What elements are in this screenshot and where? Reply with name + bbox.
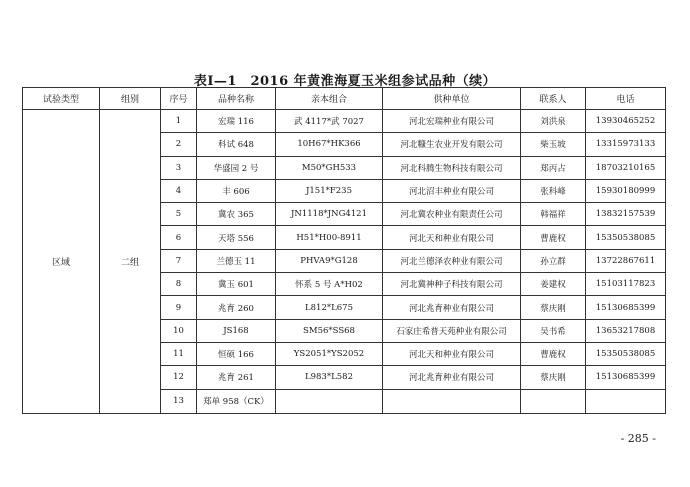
serial-no-cell: 5 <box>161 203 197 226</box>
variety-name-cell: 科试 648 <box>197 133 276 156</box>
page-number: - 285 - <box>620 432 656 445</box>
seed-supplier-cell: 河北兰德泽农种业有限公司 <box>383 249 521 272</box>
seed-supplier-cell: 河北糠生农业开发有限公司 <box>383 133 521 156</box>
phone-cell: 13930465252 <box>586 110 666 133</box>
header-serial-no: 序号 <box>161 88 197 110</box>
phone-cell: 15350538085 <box>586 342 666 365</box>
seed-supplier-cell <box>383 389 521 413</box>
seed-supplier-cell: 河北天和种业有限公司 <box>383 226 521 249</box>
contact-cell: 韩福祥 <box>521 203 586 226</box>
parent-combination-cell: PHVA9*G128 <box>276 249 383 272</box>
parent-combination-cell: L812*L675 <box>276 296 383 319</box>
seed-supplier-cell: 河北天和种业有限公司 <box>383 342 521 365</box>
variety-name-cell: 冀玉 601 <box>197 273 276 296</box>
phone-cell <box>586 389 666 413</box>
serial-no-cell: 2 <box>161 133 197 156</box>
parent-combination-cell: JN1118*JNG4121 <box>276 203 383 226</box>
serial-no-cell: 6 <box>161 226 197 249</box>
parent-combination-cell: M50*GH533 <box>276 156 383 179</box>
header-test-type: 试验类型 <box>23 88 100 110</box>
phone-cell: 15930180999 <box>586 179 666 202</box>
contact-cell: 曹鹿权 <box>521 342 586 365</box>
seed-supplier-cell: 河北冀神种子科技有限公司 <box>383 273 521 296</box>
parent-combination-cell: YS2051*YS2052 <box>276 342 383 365</box>
serial-no-cell: 10 <box>161 319 197 342</box>
contact-cell: 蔡庆刚 <box>521 296 586 319</box>
variety-name-cell: 宏瑞 116 <box>197 110 276 133</box>
serial-no-cell: 13 <box>161 389 197 413</box>
seed-supplier-cell: 河北宏瑞种业有限公司 <box>383 110 521 133</box>
variety-table <box>22 87 666 414</box>
seed-supplier-cell: 河北科腾生物科技有限公司 <box>383 156 521 179</box>
seed-supplier-cell: 河北沼丰种业有限公司 <box>383 179 521 202</box>
phone-cell: 15103117823 <box>586 273 666 296</box>
header-seed-supplier: 供种单位 <box>383 88 521 110</box>
phone-cell: 15130685399 <box>586 296 666 319</box>
parent-combination-cell <box>276 389 383 413</box>
parent-combination-cell: 怀系 5 号 A*H02 <box>276 273 383 296</box>
parent-combination-cell: J151*F235 <box>276 179 383 202</box>
variety-name-cell: 冀农 365 <box>197 203 276 226</box>
header-parent-combination: 亲本组合 <box>276 88 383 110</box>
header-group: 组别 <box>100 88 161 110</box>
parent-combination-cell: L983*L582 <box>276 366 383 389</box>
variety-name-cell: 兰德玉 11 <box>197 249 276 272</box>
variety-name-cell: 天塔 556 <box>197 226 276 249</box>
parent-combination-cell: H51*H00-8911 <box>276 226 383 249</box>
phone-cell: 18703210165 <box>586 156 666 179</box>
parent-combination-cell: SM56*SS68 <box>276 319 383 342</box>
test-type-cell: 区域 <box>23 110 100 414</box>
serial-no-cell: 1 <box>161 110 197 133</box>
parent-combination-cell: 武 4117*武 7027 <box>276 110 383 133</box>
variety-name-cell: 华盛园 2 号 <box>197 156 276 179</box>
phone-cell: 15130685399 <box>586 366 666 389</box>
contact-cell: 吴书希 <box>521 319 586 342</box>
contact-cell: 柴玉坡 <box>521 133 586 156</box>
table-row <box>23 110 666 133</box>
seed-supplier-cell: 河北兆育种业有限公司 <box>383 296 521 319</box>
page-title: 表Ⅰ—1 2016 年黄淮海夏玉米组参试品种（续） <box>193 74 497 89</box>
contact-cell: 曹鹿权 <box>521 226 586 249</box>
header-row <box>23 88 666 110</box>
variety-name-cell: 兆育 260 <box>197 296 276 319</box>
variety-name-cell: 丰 606 <box>197 179 276 202</box>
serial-no-cell: 7 <box>161 249 197 272</box>
contact-cell <box>521 389 586 413</box>
serial-no-cell: 11 <box>161 342 197 365</box>
seed-supplier-cell: 河北冀农种业有限责任公司 <box>383 203 521 226</box>
contact-cell: 蔡庆刚 <box>521 366 586 389</box>
variety-name-cell: 恒硕 166 <box>197 342 276 365</box>
parent-combination-cell: 10H67*HK366 <box>276 133 383 156</box>
seed-supplier-cell: 河北兆育种业有限公司 <box>383 366 521 389</box>
contact-cell: 郑丙占 <box>521 156 586 179</box>
phone-cell: 13653217808 <box>586 319 666 342</box>
header-variety-name: 品种名称 <box>197 88 276 110</box>
seed-supplier-cell: 石家庄希普天苑种业有限公司 <box>383 319 521 342</box>
phone-cell: 13722867611 <box>586 249 666 272</box>
phone-cell: 13315973133 <box>586 133 666 156</box>
contact-cell: 孙立群 <box>521 249 586 272</box>
group-cell: 二组 <box>100 110 161 414</box>
serial-no-cell: 3 <box>161 156 197 179</box>
contact-cell: 姜建权 <box>521 273 586 296</box>
variety-name-cell: 郑单 958（CK） <box>197 389 276 413</box>
variety-name-cell: JS168 <box>197 319 276 342</box>
header-contact: 联系人 <box>521 88 586 110</box>
header-phone: 电话 <box>586 88 666 110</box>
contact-cell: 刘洪泉 <box>521 110 586 133</box>
serial-no-cell: 4 <box>161 179 197 202</box>
phone-cell: 15350538085 <box>586 226 666 249</box>
serial-no-cell: 12 <box>161 366 197 389</box>
serial-no-cell: 9 <box>161 296 197 319</box>
variety-name-cell: 兆育 261 <box>197 366 276 389</box>
phone-cell: 13832157539 <box>586 203 666 226</box>
serial-no-cell: 8 <box>161 273 197 296</box>
contact-cell: 张科峰 <box>521 179 586 202</box>
